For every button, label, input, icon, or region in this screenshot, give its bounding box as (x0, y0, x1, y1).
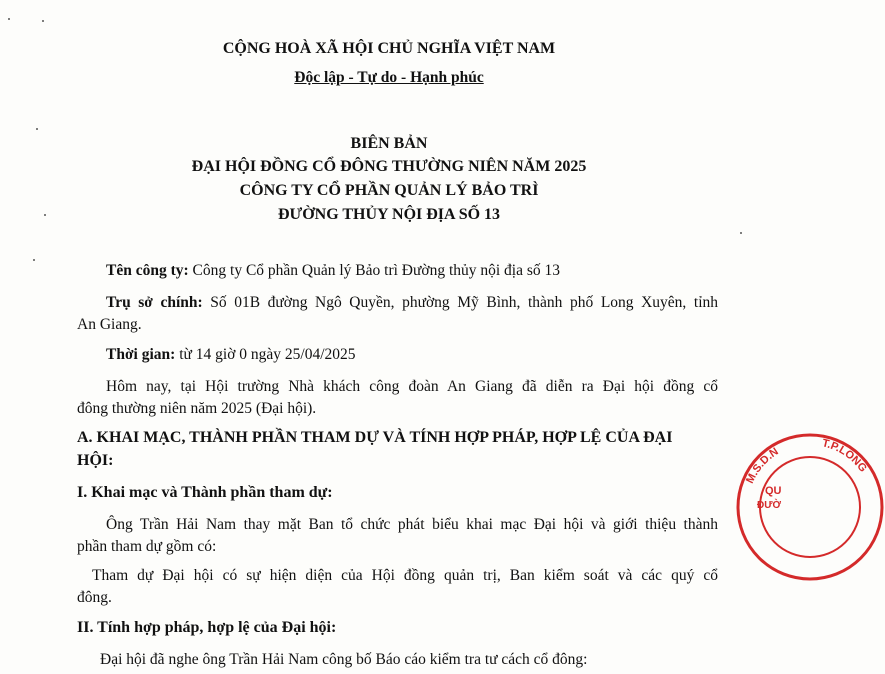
hq-label: Trụ sở chính: (106, 294, 203, 311)
stamp-text-mid1: QU (765, 485, 782, 497)
company-label: Tên công ty: (106, 262, 189, 279)
section-1-heading: I. Khai mạc và Thành phần tham dự: (77, 484, 333, 501)
stamp-text-mid2: ĐƯỜ (757, 500, 782, 511)
section-2-heading: II. Tính hợp pháp, hợp lệ của Đại hội: (77, 619, 337, 636)
scan-speck (42, 20, 44, 22)
intro-paragraph-cont: đông thường niên năm 2025 (Đại hội). (77, 400, 317, 417)
scan-speck (36, 128, 38, 130)
attendance-paragraph: Tham dự Đại hội có sự hiện diện của Hội đồng quản trị, Ban kiểm soát và các quý cổ (92, 567, 718, 584)
hq-line (106, 294, 718, 312)
attendance-paragraph-cont: đông. (77, 589, 112, 606)
scan-speck (8, 18, 10, 20)
scan-speck (740, 232, 742, 234)
motto-heading: Độc lập - Tự do - Hạnh phúc (294, 69, 484, 86)
time-label: Thời gian: (106, 346, 176, 363)
stamp-text-top: M.S.D.N (744, 445, 781, 486)
company-stamp (735, 432, 885, 582)
doc-subtitle-company: CÔNG TY CỔ PHẦN QUẢN LÝ BẢO TRÌ (239, 182, 539, 199)
time-line (106, 346, 356, 364)
hq-value: Số 01B đường Ngô Quyền, phường Mỹ Bình, thành phố Long Xuyên, tỉnh (202, 294, 718, 311)
doc-subtitle-meeting: ĐẠI HỘI ĐỒNG CỔ ĐÔNG THƯỜNG NIÊN NĂM 2025 (191, 158, 587, 175)
section-a-heading-cont: HỘI: (77, 452, 114, 469)
opening-paragraph-cont: phần tham dự gồm có: (77, 538, 217, 555)
hq-value-cont: An Giang. (77, 316, 142, 333)
section-a-heading: A. KHAI MẠC, THÀNH PHẦN THAM DỰ VÀ TÍNH HỢP PHÁP, HỢP LỆ CỦA ĐẠI (77, 429, 673, 446)
company-value: Công ty Cổ phần Quản lý Bảo trì Đường thủy nội địa số 13 (188, 262, 561, 279)
stamp-text-bottom: T.P.LONG (820, 437, 869, 475)
scan-speck (33, 259, 35, 261)
doc-subtitle-company-2: ĐƯỜNG THỦY NỘI ĐỊA SỐ 13 (277, 206, 501, 223)
company-line (106, 262, 560, 280)
time-value: từ 14 giờ 0 ngày 25/04/2025 (175, 346, 356, 363)
opening-paragraph: Ông Trần Hải Nam thay mặt Ban tổ chức phát biểu khai mạc Đại hội và giới thiệu thành (106, 516, 718, 533)
doc-title: BIÊN BẢN (350, 135, 428, 152)
nation-heading: CỘNG HOÀ XÃ HỘI CHỦ NGHĨA VIỆT NAM (222, 40, 556, 57)
intro-paragraph: Hôm nay, tại Hội trường Nhà khách công đoàn An Giang đã diễn ra Đại hội đồng cổ (106, 378, 718, 395)
eligibility-paragraph: Đại hội đã nghe ông Trần Hải Nam công bố Báo cáo kiểm tra tư cách cổ đông: (100, 651, 588, 668)
